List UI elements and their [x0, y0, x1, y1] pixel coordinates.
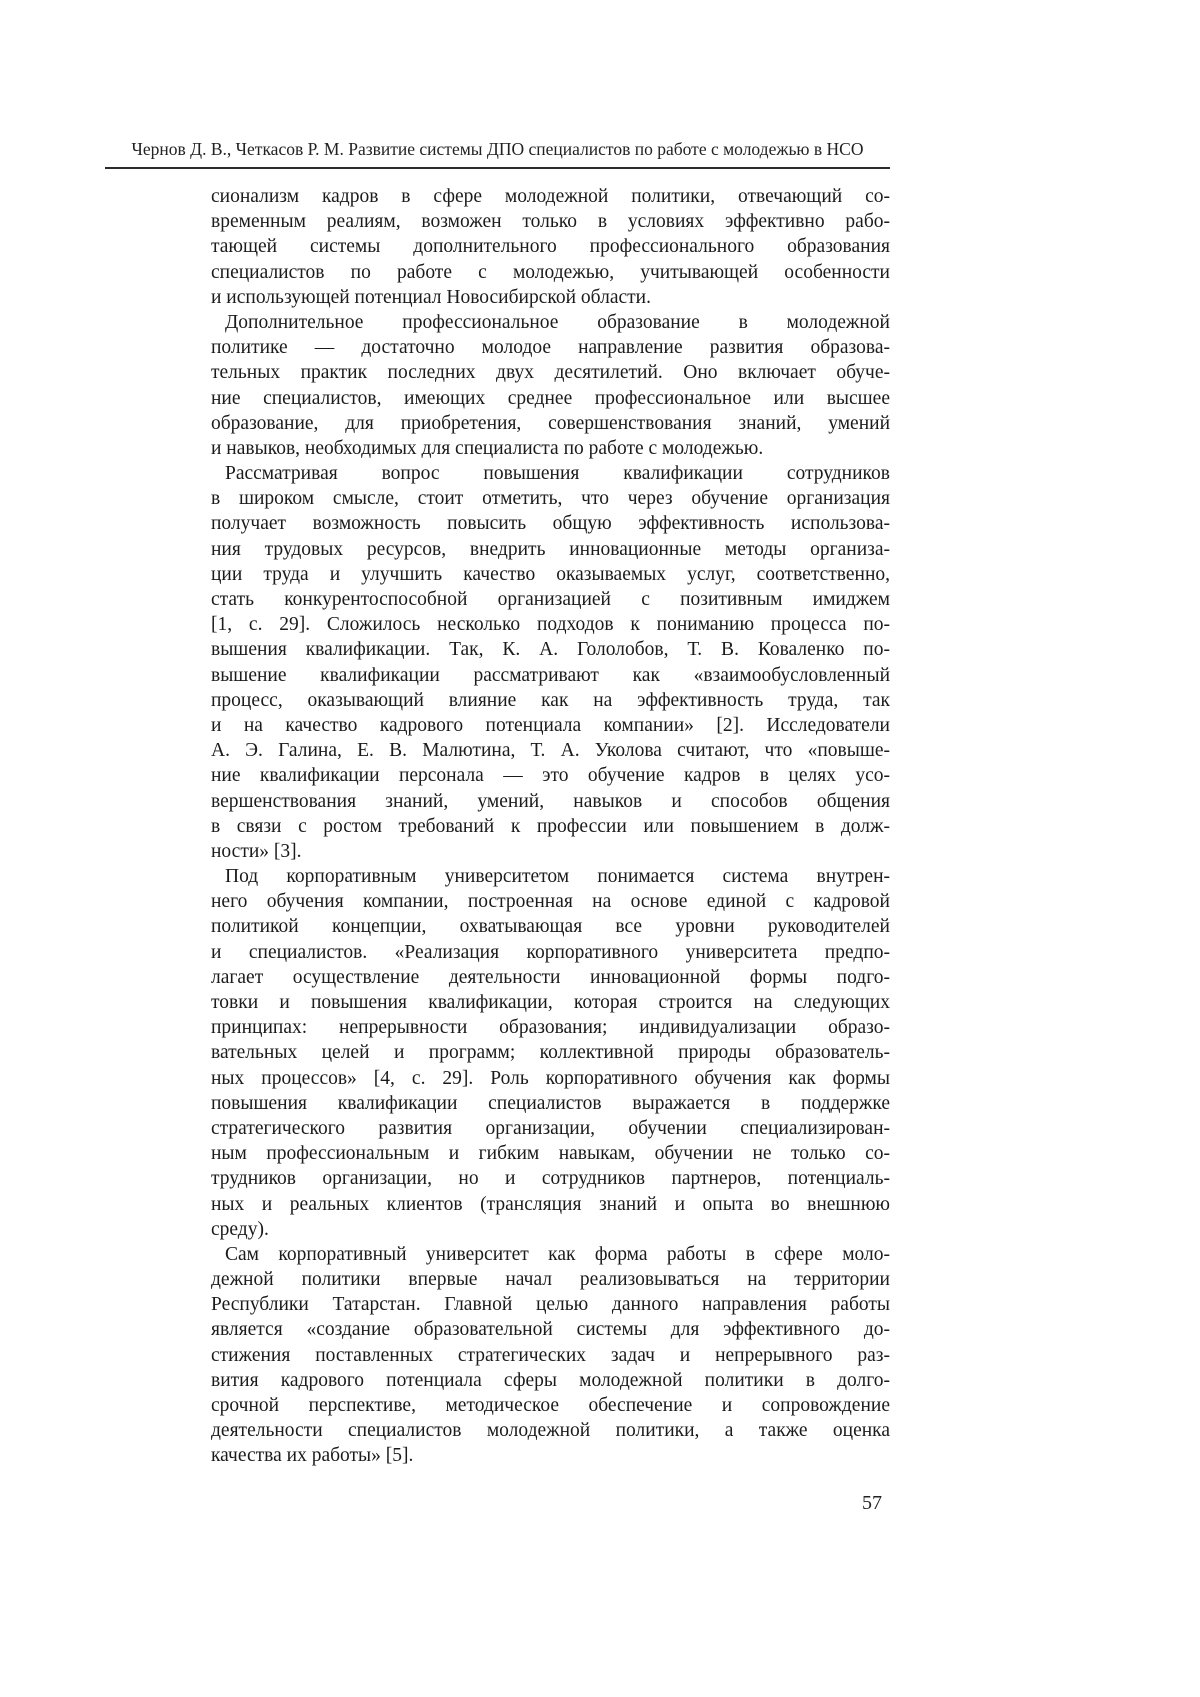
text-line: товки и повышения квалификации, которая строится на следующих	[211, 992, 890, 1013]
text-line: политике — достаточно молодое направление развития образова-	[211, 337, 890, 359]
text-line: принципах: непрерывности образования; индивидуализации образо-	[211, 1017, 890, 1039]
text-line: тельных практик последних двух десятилетий. Оно включает обуче-	[211, 362, 890, 384]
text-line: ции труда и улучшить качество оказываемых услуг, соответственно,	[211, 563, 890, 585]
text-line: ным профессиональным и гибким навыкам, обучении не только со-	[211, 1143, 890, 1165]
text-line: среду).	[211, 1218, 269, 1240]
text-line: стратегического развития организации, обучении специализирован-	[211, 1117, 890, 1139]
text-line: ности» [3].	[211, 840, 302, 862]
text-line: и навыков, необходимых для специалиста по работе с молодежью.	[211, 437, 764, 459]
text-line: ных и реальных клиентов (трансляция знаний и опыта во внешнюю	[211, 1193, 890, 1215]
running-header	[105, 137, 890, 169]
text-line: срочной перспективе, методическое обеспечение и сопровождение	[211, 1395, 890, 1416]
text-line: и использующей потенциал Новосибирской области.	[211, 286, 651, 308]
text-line: Дополнительное профессиональное образование в молодежной	[225, 311, 890, 333]
text-line: Под корпоративным университетом понимается система внутрен-	[225, 866, 890, 888]
running-header-text: Чернов Д. В., Четкасов Р. М. Развитие системы ДПО специалистов по работе с молодежью в НСО	[131, 139, 864, 159]
text-line: образование, для приобретения, совершенствования знаний, умений	[211, 412, 890, 434]
text-line: [1, с. 29]. Сложилось несколько подходов к пониманию процесса по-	[211, 614, 890, 636]
text-line: в широком смысле, стоит отметить, что через обучение организация	[211, 488, 890, 510]
text-line: А. Э. Галина, Е. В. Малютина, Т. А. Уколова считают, что «повыше-	[211, 740, 890, 762]
text-line: деятельности специалистов молодежной политики, а также оценка	[211, 1420, 890, 1442]
text-line: получает возможность повысить общую эффективность использова-	[211, 513, 890, 535]
text-line: процесс, оказывающий влияние как на эффективность труда, так	[211, 689, 890, 711]
text-line: стать конкурентоспособной организацией с позитивным имиджем	[211, 589, 890, 610]
text-line: временным реалиям, возможен только в условиях эффективно рабо-	[211, 211, 890, 233]
text-line: является «создание образовательной системы для эффективного до-	[211, 1319, 890, 1341]
text-line: политикой концепции, охватывающая все уровни руководителей	[211, 916, 890, 938]
text-line: и специалистов. «Реализация корпоративного университета предпо-	[211, 941, 890, 963]
text-line: специалистов по работе с молодежью, учитывающей особенности	[211, 261, 890, 283]
text-line: лагает осуществление деятельности инновационной формы подго-	[211, 966, 890, 988]
text-line: ние квалификации персонала — это обучение кадров в целях усо-	[211, 765, 890, 787]
text-line: ние специалистов, имеющих среднее профессиональное или высшее	[211, 387, 890, 409]
text-line: стижения поставленных стратегических задач и непрерывного раз-	[211, 1344, 890, 1366]
article-body	[211, 184, 890, 1469]
text-line: вышения квалификации. Так, К. А. Гололобов, Т. В. Коваленко по-	[211, 639, 890, 661]
text-line: ных процессов» [4, с. 29]. Роль корпоративного обучения как формы	[211, 1067, 890, 1089]
text-line: дежной политики впервые начал реализовываться на территории	[211, 1269, 890, 1291]
text-line: него обучения компании, построенная на основе единой с кадровой	[211, 891, 890, 913]
text-line: вательных целей и программ; коллективной природы образователь-	[211, 1042, 890, 1064]
text-line: Сам корпоративный университет как форма работы в сфере моло-	[225, 1243, 890, 1265]
text-line: Республики Татарстан. Главной целью данного направления работы	[211, 1294, 890, 1316]
text-line: в связи с ростом требований к профессии или повышением в долж-	[211, 815, 890, 837]
text-line: ния трудовых ресурсов, внедрить инновационные методы организа-	[211, 538, 890, 560]
text-line: Рассматривая вопрос повышения квалификации сотрудников	[225, 463, 890, 485]
text-line: сионализм кадров в сфере молодежной политики, отвечающий со-	[211, 186, 890, 207]
text-line: вышение квалификации рассматривают как «взаимообусловленный	[211, 664, 890, 686]
page-number: 57	[862, 1492, 882, 1514]
text-line: тающей системы дополнительного профессионального образования	[211, 236, 890, 258]
text-line: вершенствования знаний, умений, навыков и способов общения	[211, 790, 890, 812]
text-line: вития кадрового потенциала сферы молодежной политики в долго-	[211, 1369, 890, 1391]
text-line: и на качество кадрового потенциала компании» [2]. Исследователи	[211, 714, 890, 736]
text-line: качества их работы» [5].	[211, 1445, 414, 1467]
text-line: повышения квалификации специалистов выражается в поддержке	[211, 1092, 890, 1114]
text-line: трудников организации, но и сотрудников партнеров, потенциаль-	[211, 1168, 890, 1190]
